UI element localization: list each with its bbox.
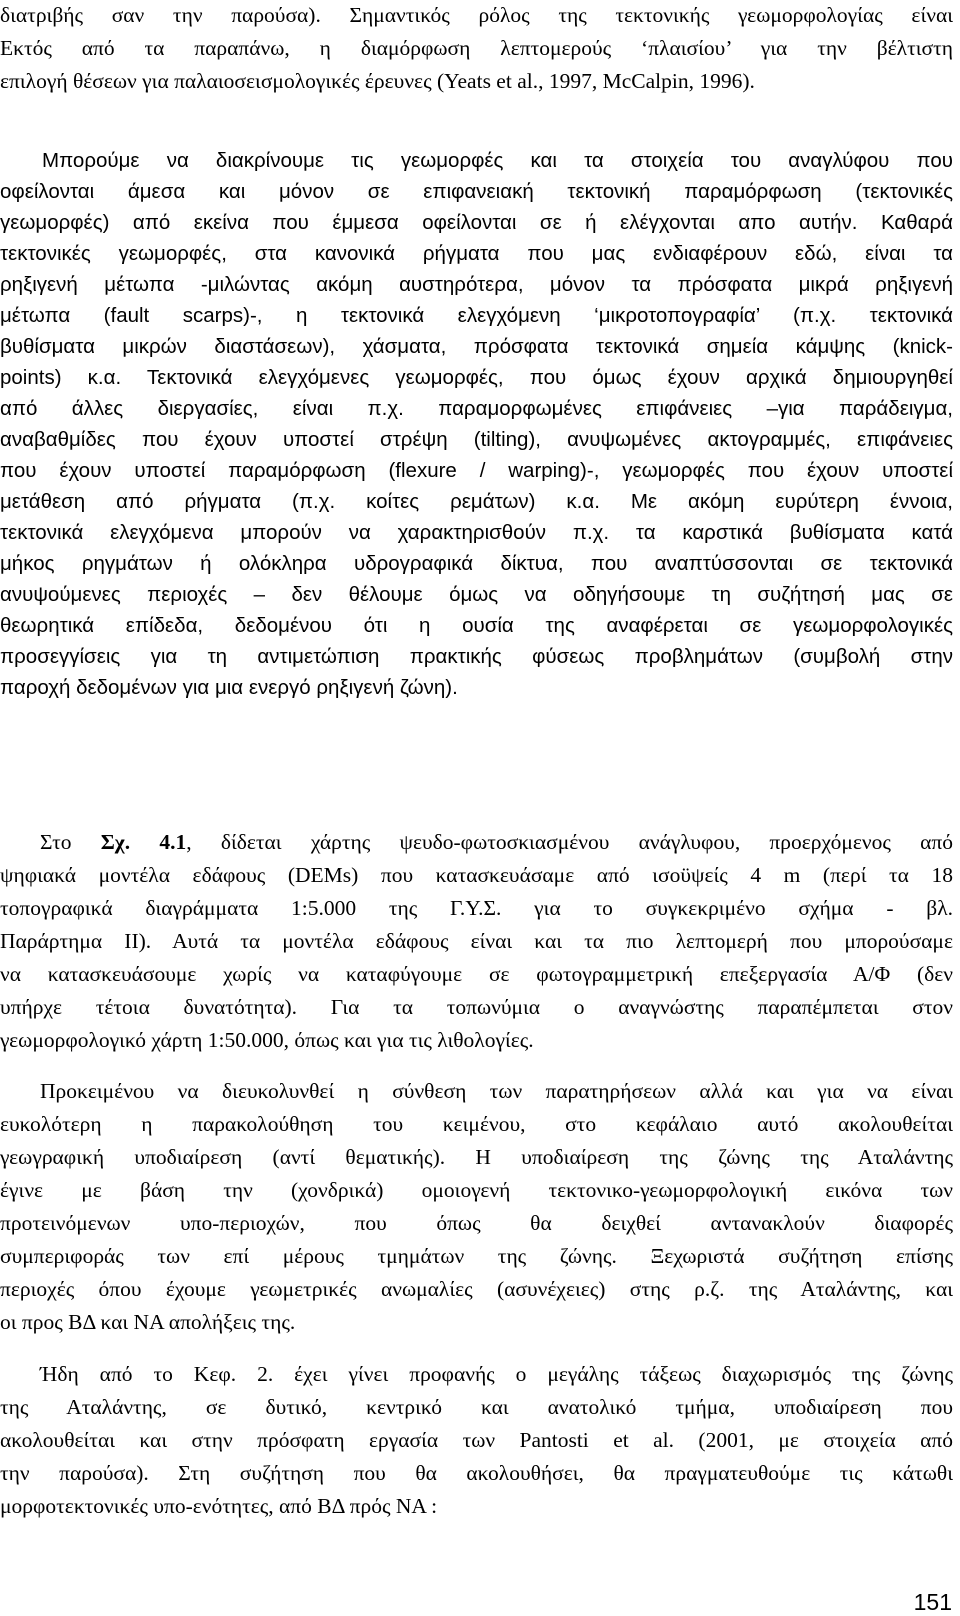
- text-line: ψηφιακά μοντέλα εδάφους (DEMs) που κατασκευάσαμε από ισοϋψείς 4 m (περί τα 18: [0, 863, 953, 887]
- text-line: παροχή δεδομένων για μια ενεργό ρηξιγενή ζώνη).: [0, 676, 458, 699]
- text-line: μετάθεση από ρήγματα (π.χ. κοίτες ρεμάτων) κ.α. Με ακόμη ευρύτερη έννοια,: [0, 490, 953, 513]
- text-line: μήκος ρηγμάτων ή ολόκληρα υδρογραφικά δίκτυα, που αναπτύσσονται σε τεκτονικά: [0, 552, 953, 575]
- text-line: Παράρτημα ΙΙ). Αυτά τα μοντέλα εδάφους είναι και τα πιο λεπτομερή που μπορούσαμε: [0, 929, 953, 953]
- text-line: τεκτονικές γεωμορφές, στα κανονικά ρήγματα που μας ενδιαφέρουν εδώ, είναι τα: [0, 242, 953, 265]
- text-line: διατριβής σαν την παρούσα). Σημαντικός ρόλος της τεκτονικής γεωμορφολογίας είναι: [0, 3, 953, 27]
- text-line: της Αταλάντης, σε δυτικό, κεντρικό και ανατολικό τμήμα, υποδιαίρεση που: [0, 1395, 953, 1419]
- text-line: οι προς ΒΔ και ΝΑ απολήξεις της.: [0, 1310, 296, 1334]
- text-line: ακολουθείται και στην πρόσφατη εργασία των Pantosti et al. (2001, με στοιχεία από: [0, 1428, 953, 1452]
- figure-reference: Σχ. 4.: [100, 830, 176, 854]
- text-line: θεωρητικά επίδεδα, δεδομένου ότι η ουσία της αναφέρεται σε γεωμορφολογικές: [0, 614, 953, 637]
- text-line: Μπορούμε να διακρίνουμε τις γεωμορφές και τα στοιχεία του αναγλύφου που: [42, 149, 953, 172]
- text-line: υπήρχε τέτοια δυνατότητα). Για τα τοπωνύμια ο αναγνώστης παραπέμπεται στον: [0, 995, 953, 1019]
- text-line: Ήδη από το Κεφ. 2. έχει γίνει προφανής ο μεγάλης τάξεως διαχωρισμός της ζώνης: [40, 1362, 953, 1386]
- text-line: μέτωπα (fault scarps)-, η τεκτονικά ελεγχόμενη ‘μικροτοπογραφία’ (π.χ. τεκτονικά: [0, 304, 953, 327]
- text-line: από άλλες διεργασίες, είναι π.χ. παραμορφωμένες επιφάνειες –για παράδειγμα,: [0, 397, 953, 420]
- text-line: τοπογραφικά διαγράμματα 1:5.000 της Γ.Υ.Σ. για το συγκεκριμένο σχήμα - βλ.: [0, 896, 953, 920]
- text-span: , δίδεται χάρτης ψευδο-φωτοσκιασμένου ανάγλυφου, προερχόμενος από: [186, 830, 953, 854]
- text-span: Στο: [40, 830, 101, 854]
- text-line: Εκτός από τα παραπάνω, η διαμόρφωση λεπτομερούς ‘πλαισίου’ για την βέλτιστη: [0, 36, 953, 60]
- text-line: αναβαθμίδες που έχουν υποστεί στρέψη (tilting), ανυψωμένες ακτογραμμές, επιφάνειες: [0, 428, 953, 451]
- text-line: έγινε με βάση την (χονδρικά) ομοιογενή τεκτονικο-γεωμορφολογική εικόνα των: [0, 1178, 953, 1202]
- text-line: γεωμορφολογικό χάρτη 1:50.000, όπως και για τις λιθολογίες.: [0, 1028, 534, 1052]
- text-line: περιοχές όπου έχουμε γεωμετρικές ανωμαλίες (ασυνέχειες) στης ρ.ζ. της Αταλάντης, και: [0, 1277, 953, 1301]
- text-line: να κατασκευάσουμε χωρίς να καταφύγουμε σε φωτογραμμετρική επεξεργασία Α/Φ (δεν: [0, 962, 953, 986]
- text-line: ευκολότερη η παρακολούθηση του κειμένου, στο κεφάλαιο αυτό ακολουθείται: [0, 1112, 953, 1136]
- text-line: οφείλονται άμεσα και μόνον σε επιφανειακή τεκτονική παραμόρφωση (τεκτονικές: [0, 180, 953, 203]
- text-line: μορφοτεκτονικές υπο-ενότητες, από ΒΔ πρός ΝΑ :: [0, 1494, 438, 1518]
- text-line: ανυψούμενες περιοχές – δεν θέλουμε όμως να οδηγήσουμε τη συζήτησή μας σε: [0, 583, 953, 606]
- text-line: τεκτονικά ελεγχόμενα μπορούν να χαρακτηρισθούν π.χ. τα καρστικά βυθίσματα κατά: [0, 521, 953, 544]
- text-line: προτεινόμενων υπο-περιοχών, που όπως θα δειχθεί αντανακλούν διαφορές: [0, 1211, 953, 1235]
- page-number: 151: [913, 1589, 952, 1615]
- text-line: points) κ.α. Τεκτονικά ελεγχόμενες γεωμορφές, που όμως έχουν αρχικά δημιουργηθεί: [0, 366, 953, 389]
- text-line: γεωγραφική υποδιαίρεση (αντί θεματικής). Η υποδιαίρεση της ζώνης της Αταλάντης: [0, 1145, 953, 1169]
- figure-reference-number: 1: [175, 830, 187, 854]
- text-line: βυθίσματα μικρών διαστάσεων), χάσματα, πρόσφατα τεκτονικά σημεία κάμψης (knick-: [0, 335, 953, 358]
- text-line: συμπεριφοράς των επί μέρους τμημάτων της ζώνης. Ξεχωριστά συζήτηση επίσης: [0, 1244, 953, 1268]
- text-line: επιλογή θέσεων για παλαιοσεισμολογικές έρευνες (Yeats et al., 1997, McCalpin, 1996).: [0, 69, 755, 93]
- text-line: γεωμορφές) από εκείνα που έμμεσα οφείλονται σε ή ελέγχονται απο αυτήν. Καθαρά: [0, 211, 953, 234]
- text-line: Προκειμένου να διευκολυνθεί η σύνθεση των παρατηρήσεων αλλά και για να είναι: [40, 1079, 953, 1103]
- text-line: που έχουν υποστεί παραμόρφωση (flexure / warping)-, γεωμορφές που έχουν υποστεί: [0, 459, 953, 482]
- text-line: [0, 827, 953, 857]
- text-line: την παρούσα). Στη συζήτηση που θα ακολουθήσει, θα πραγματευθούμε τις κάτωθι: [0, 1461, 953, 1485]
- text-line: ρηξιγενή μέτωπα -μιλώντας ακόμη αυστηρότερα, μόνον τα πρόσφατα μικρά ρηξιγενή: [0, 273, 953, 296]
- text-line: προσεγγίσεις για τη αντιμετώπιση πρακτικής φύσεως προβλημάτων (συμβολή στην: [0, 645, 953, 668]
